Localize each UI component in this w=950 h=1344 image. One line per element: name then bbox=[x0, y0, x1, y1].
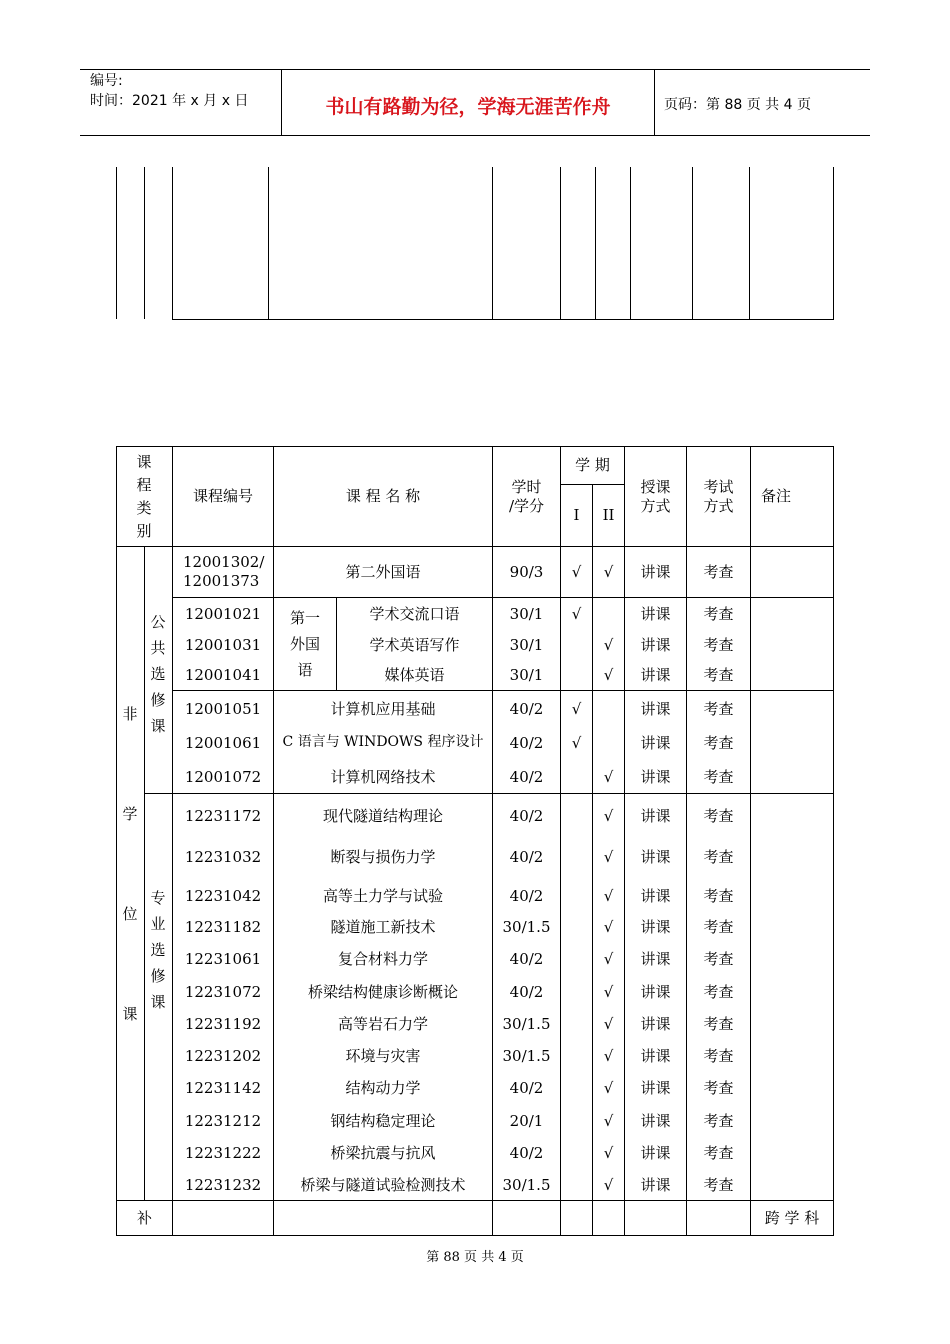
header-motto: 书山有路勤为径，学海无涯苦作舟 bbox=[325, 96, 611, 118]
row-sem1: √ bbox=[571, 604, 582, 623]
row-sem1 bbox=[561, 1073, 592, 1103]
row-code: 12231061 bbox=[184, 949, 262, 968]
row-teaching: 讲课 bbox=[640, 604, 671, 623]
row-name: 学术英语写作 bbox=[369, 635, 460, 654]
row-code: 12231142 bbox=[184, 1078, 262, 1097]
row-sem2: √ bbox=[603, 886, 614, 905]
header-page-label: 页码：第 88 页 共 4 页 bbox=[664, 97, 811, 113]
row-teaching: 讲课 bbox=[640, 806, 671, 825]
row-name: 第二外国语 bbox=[345, 562, 421, 581]
header-semester-2: II bbox=[602, 506, 615, 525]
row-hours: 40/2 bbox=[509, 886, 544, 905]
group-nondegree: 非学位课 bbox=[122, 705, 138, 1023]
row-exam: 考查 bbox=[703, 733, 734, 752]
row-sem1 bbox=[561, 1106, 592, 1136]
row-teaching: 讲课 bbox=[640, 1014, 671, 1033]
row-name: 桥梁结构健康诊断概论 bbox=[307, 982, 458, 1001]
row-name: C 语言与 WINDOWS 程序设计 bbox=[282, 734, 484, 751]
row-code: 12231232 bbox=[184, 1175, 262, 1194]
row-code: 12231072 bbox=[184, 982, 262, 1001]
row-exam: 考查 bbox=[703, 1111, 734, 1130]
row-name: 计算机网络技术 bbox=[330, 767, 436, 786]
row-code: 12231222 bbox=[184, 1143, 262, 1162]
row-code: 12231182 bbox=[184, 917, 262, 936]
row-hours: 40/2 bbox=[509, 847, 544, 866]
row-name: 环境与灾害 bbox=[345, 1046, 421, 1065]
row-exam: 考查 bbox=[703, 982, 734, 1001]
group-first-foreign: 第一外国语 bbox=[289, 609, 320, 679]
row-teaching: 讲课 bbox=[640, 1111, 671, 1130]
row-sem2 bbox=[593, 728, 624, 758]
row-hours: 40/2 bbox=[509, 949, 544, 968]
row-teaching: 讲课 bbox=[640, 1078, 671, 1097]
row-code: 12231212 bbox=[184, 1111, 262, 1130]
row-sem2: √ bbox=[603, 1014, 614, 1033]
row-sem1 bbox=[561, 801, 592, 831]
row-hours: 40/2 bbox=[509, 1078, 544, 1097]
row-exam: 考查 bbox=[703, 1046, 734, 1065]
row-sem1 bbox=[561, 912, 592, 942]
row-hours: 30/1.5 bbox=[502, 1175, 551, 1194]
row-exam: 考查 bbox=[703, 847, 734, 866]
row-name: 媒体英语 bbox=[384, 665, 445, 684]
page-footer: 第 88 页 共 4 页 bbox=[426, 1250, 524, 1265]
row-teaching: 讲课 bbox=[640, 886, 671, 905]
row-exam: 考查 bbox=[703, 665, 734, 684]
header-hours: 学时 /学分 bbox=[508, 477, 545, 515]
header-semester-1: I bbox=[573, 506, 580, 525]
row-hours: 20/1 bbox=[509, 1111, 544, 1130]
row-exam: 考查 bbox=[703, 767, 734, 786]
row-sem1: √ bbox=[571, 733, 582, 752]
row-sem2: √ bbox=[603, 1046, 614, 1065]
row-sem1 bbox=[561, 661, 592, 689]
row-teaching: 讲课 bbox=[640, 1175, 671, 1194]
row-hours: 30/1 bbox=[509, 665, 544, 684]
row-hours: 30/1.5 bbox=[502, 917, 551, 936]
row-exam: 考查 bbox=[703, 949, 734, 968]
row-exam: 考查 bbox=[703, 1014, 734, 1033]
row-sem1 bbox=[561, 881, 592, 911]
row-sem2: √ bbox=[603, 917, 614, 936]
row-sem2 bbox=[593, 694, 624, 724]
row-hours: 40/2 bbox=[509, 699, 544, 718]
row-code: 12231192 bbox=[184, 1014, 262, 1033]
row-exam: 考查 bbox=[703, 917, 734, 936]
header-bottom-rule bbox=[80, 135, 870, 136]
row-name: 高等土力学与试验 bbox=[322, 886, 443, 905]
row-code: 12231172 bbox=[184, 806, 262, 825]
row-sem2: √ bbox=[603, 1143, 614, 1162]
header-exam: 考试 方式 bbox=[703, 477, 734, 515]
row-exam: 考查 bbox=[703, 562, 734, 581]
row-teaching: 讲课 bbox=[640, 733, 671, 752]
header-remark: 备注 bbox=[760, 487, 791, 506]
row-code: 12001051 bbox=[184, 699, 262, 718]
row-teaching: 讲课 bbox=[640, 917, 671, 936]
row-sem1 bbox=[561, 944, 592, 974]
header-meta bbox=[90, 71, 248, 111]
row-exam: 考查 bbox=[703, 1078, 734, 1097]
row-code: 12001031 bbox=[184, 635, 262, 654]
row-code: 12001072 bbox=[184, 767, 262, 786]
row-sem2: √ bbox=[603, 635, 614, 654]
row-teaching: 讲课 bbox=[640, 635, 671, 654]
row-name: 桥梁与隧道试验检测技术 bbox=[300, 1175, 466, 1194]
row-sem1 bbox=[561, 1041, 592, 1071]
row-name: 高等岩石力学 bbox=[337, 1014, 428, 1033]
row-sem2: √ bbox=[603, 847, 614, 866]
row-hours: 90/3 bbox=[509, 562, 544, 581]
row-sem1 bbox=[561, 762, 592, 792]
document-time-label: 时间：2021 年 x 月 x 日 bbox=[90, 93, 249, 109]
row-hours: 40/2 bbox=[509, 1143, 544, 1162]
row-sem1 bbox=[561, 1170, 592, 1200]
row-exam: 考查 bbox=[703, 806, 734, 825]
row-teaching: 讲课 bbox=[640, 767, 671, 786]
header-category: 课程类别 bbox=[136, 453, 152, 540]
row-sem2: √ bbox=[603, 1078, 614, 1097]
row-hours: 30/1 bbox=[509, 604, 544, 623]
row-name: 结构动力学 bbox=[345, 1078, 421, 1097]
row-code: 12001021 bbox=[184, 604, 262, 623]
row-hours: 30/1 bbox=[509, 635, 544, 654]
row-sem2: √ bbox=[603, 1175, 614, 1194]
row-exam: 考查 bbox=[703, 886, 734, 905]
header-code: 课程编号 bbox=[192, 487, 253, 506]
row-sem2: √ bbox=[603, 665, 614, 684]
row-name: 学术交流口语 bbox=[369, 604, 460, 623]
row-code: 12001302/ 12001373 bbox=[183, 553, 265, 590]
row-teaching: 讲课 bbox=[640, 699, 671, 718]
row-sem2: √ bbox=[603, 806, 614, 825]
group-professional-elective: 专业选修课 bbox=[150, 889, 166, 1011]
row-name: 断裂与损伤力学 bbox=[330, 847, 436, 866]
bottom-row-category: 补 bbox=[136, 1208, 152, 1227]
row-hours: 40/2 bbox=[509, 982, 544, 1001]
row-teaching: 讲课 bbox=[640, 982, 671, 1001]
row-exam: 考查 bbox=[703, 1175, 734, 1194]
row-sem1 bbox=[561, 842, 592, 872]
row-code: 12001041 bbox=[184, 665, 262, 684]
row-code: 12231032 bbox=[184, 847, 262, 866]
row-sem1: √ bbox=[571, 699, 582, 718]
row-teaching: 讲课 bbox=[640, 1143, 671, 1162]
row-hours: 40/2 bbox=[509, 733, 544, 752]
row-exam: 考查 bbox=[703, 604, 734, 623]
row-code: 12231202 bbox=[184, 1046, 262, 1065]
row-name: 桥梁抗震与抗风 bbox=[330, 1143, 436, 1162]
header-name: 课 程 名 称 bbox=[345, 487, 421, 506]
row-teaching: 讲课 bbox=[640, 1046, 671, 1065]
row-name: 现代隧道结构理论 bbox=[322, 806, 443, 825]
header-teaching: 授课 方式 bbox=[640, 477, 671, 515]
row-exam: 考查 bbox=[703, 1143, 734, 1162]
row-hours: 30/1.5 bbox=[502, 1046, 551, 1065]
row-name: 计算机应用基础 bbox=[330, 699, 436, 718]
row-sem1 bbox=[561, 1009, 592, 1039]
row-code: 12231042 bbox=[184, 886, 262, 905]
document-number-label: 编号: bbox=[90, 73, 123, 89]
header-semester: 学 期 bbox=[575, 456, 610, 475]
row-code: 12001061 bbox=[184, 733, 262, 752]
row-name: 钢结构稳定理论 bbox=[330, 1111, 436, 1130]
bottom-row-remark: 跨 学 科 bbox=[764, 1208, 820, 1227]
row-name: 隧道施工新技术 bbox=[330, 917, 436, 936]
row-exam: 考查 bbox=[703, 635, 734, 654]
group-public-elective: 公共选修课 bbox=[150, 613, 166, 735]
row-sem1 bbox=[561, 631, 592, 659]
row-sem2: √ bbox=[603, 949, 614, 968]
header-top-rule bbox=[80, 69, 870, 70]
row-teaching: 讲课 bbox=[640, 847, 671, 866]
header-divider bbox=[654, 69, 655, 136]
row-sem1 bbox=[561, 1138, 592, 1168]
row-name: 复合材料力学 bbox=[337, 949, 428, 968]
row-teaching: 讲课 bbox=[640, 665, 671, 684]
row-sem2 bbox=[593, 600, 624, 628]
row-sem1: √ bbox=[571, 562, 582, 581]
row-sem2: √ bbox=[603, 1111, 614, 1130]
row-sem2: √ bbox=[603, 767, 614, 786]
row-sem1 bbox=[561, 977, 592, 1007]
row-hours: 40/2 bbox=[509, 767, 544, 786]
row-exam: 考查 bbox=[703, 699, 734, 718]
row-hours: 30/1.5 bbox=[502, 1014, 551, 1033]
row-sem2: √ bbox=[603, 562, 614, 581]
row-sem2: √ bbox=[603, 982, 614, 1001]
row-teaching: 讲课 bbox=[640, 562, 671, 581]
row-teaching: 讲课 bbox=[640, 949, 671, 968]
row-hours: 40/2 bbox=[509, 806, 544, 825]
